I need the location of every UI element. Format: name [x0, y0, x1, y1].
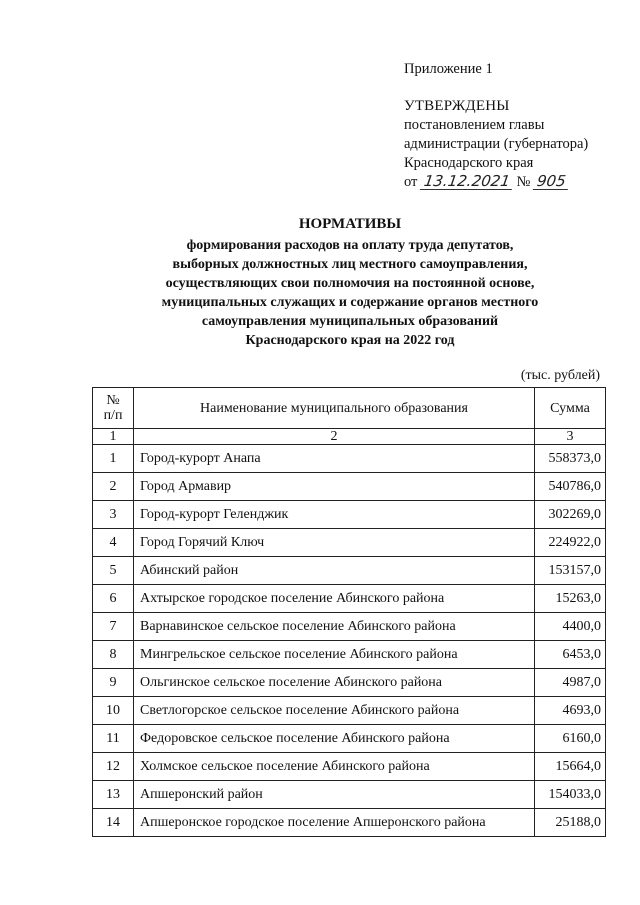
row-number: 11: [93, 725, 134, 753]
title-line: муниципальных служащих и содержание органов местного: [161, 295, 539, 310]
row-name: Холмское сельское поселение Абинского района: [134, 753, 535, 781]
title-main: НОРМАТИВЫ: [298, 216, 402, 232]
row-name: Город-курорт Геленджик: [134, 501, 535, 529]
row-name: Абинский район: [134, 557, 535, 585]
date-prefix: от: [404, 174, 418, 190]
column-index: 2: [134, 429, 535, 445]
handwritten-number: 905: [533, 173, 570, 190]
header-number-abbrev: п/п: [103, 408, 123, 423]
row-number: 6: [93, 585, 134, 613]
approval-block: [404, 60, 634, 192]
table-row: [93, 501, 606, 529]
table-body: [93, 445, 606, 837]
row-number: 1: [93, 445, 134, 473]
title-line: выборных должностных лиц местного самоуправления,: [172, 257, 528, 272]
row-number: 3: [93, 501, 134, 529]
header-number-symbol: №: [106, 393, 120, 408]
row-sum: 540786,0: [535, 473, 606, 501]
approval-line-3: Краснодарского края: [404, 155, 534, 171]
row-number: 13: [93, 781, 134, 809]
row-name: Ахтырское городское поселение Абинского района: [134, 585, 535, 613]
row-name: Город Армавир: [134, 473, 535, 501]
table-row: [93, 669, 606, 697]
row-number: 10: [93, 697, 134, 725]
table-row: [93, 697, 606, 725]
row-sum: 15664,0: [535, 753, 606, 781]
row-number: 8: [93, 641, 134, 669]
table-header-row: [93, 388, 606, 429]
table-row: [93, 445, 606, 473]
unit-label: (тыс. рублей): [520, 368, 600, 383]
row-number: 4: [93, 529, 134, 557]
approval-line-2: администрации (губернатора): [404, 136, 589, 152]
row-name: Светлогорское сельское поселение Абинского района: [134, 697, 535, 725]
row-name: Варнавинское сельское поселение Абинского района: [134, 613, 535, 641]
row-number: 7: [93, 613, 134, 641]
table-row: [93, 753, 606, 781]
table-row: [93, 725, 606, 753]
row-name: Город Горячий Ключ: [134, 529, 535, 557]
row-sum: 302269,0: [535, 501, 606, 529]
title-line: самоуправления муниципальных образований: [201, 314, 499, 329]
row-sum: 4400,0: [535, 613, 606, 641]
row-sum: 6453,0: [535, 641, 606, 669]
table-row: [93, 557, 606, 585]
header-sum: Сумма: [535, 388, 606, 429]
table-row: [93, 809, 606, 837]
row-sum: 4693,0: [535, 697, 606, 725]
approval-dateline: [404, 173, 634, 192]
column-index: 3: [535, 429, 606, 445]
table-row: [93, 585, 606, 613]
appendix-label: Приложение 1: [404, 61, 493, 77]
table-row: [93, 613, 606, 641]
table-row: [93, 473, 606, 501]
table-row: [93, 529, 606, 557]
title-line: Краснодарского края на 2022 год: [245, 333, 455, 348]
row-name: Апшеронский район: [134, 781, 535, 809]
header-number: [93, 388, 134, 429]
row-sum: 4987,0: [535, 669, 606, 697]
title-line: формирования расходов на оплату труда депутатов,: [186, 238, 514, 253]
row-sum: 6160,0: [535, 725, 606, 753]
norms-table: [92, 387, 606, 837]
row-name: Федоровское сельское поселение Абинского района: [134, 725, 535, 753]
row-number: 9: [93, 669, 134, 697]
approved-label: УТВЕРЖДЕНЫ: [404, 98, 510, 114]
row-sum: 15263,0: [535, 585, 606, 613]
row-number: 12: [93, 753, 134, 781]
row-name: Город-курорт Анапа: [134, 445, 535, 473]
row-number: 5: [93, 557, 134, 585]
column-index: 1: [93, 429, 134, 445]
column-index-row: [93, 429, 606, 445]
row-name: Ольгинское сельское поселение Абинского района: [134, 669, 535, 697]
table-row: [93, 641, 606, 669]
document-title: [60, 215, 640, 350]
row-name: Мингрельское сельское поселение Абинского района: [134, 641, 535, 669]
row-sum: 224922,0: [535, 529, 606, 557]
number-prefix: №: [516, 174, 531, 190]
approval-line-1: постановлением главы: [404, 117, 545, 133]
header-name: Наименование муниципального образования: [134, 388, 535, 429]
row-sum: 25188,0: [535, 809, 606, 837]
row-number: 14: [93, 809, 134, 837]
row-sum: 558373,0: [535, 445, 606, 473]
row-sum: 154033,0: [535, 781, 606, 809]
title-line: осуществляющих свои полномочия на постоянной основе,: [165, 276, 535, 291]
row-name: Апшеронское городское поселение Апшеронского района: [134, 809, 535, 837]
row-number: 2: [93, 473, 134, 501]
table-row: [93, 781, 606, 809]
handwritten-date: 13.12.2021: [420, 173, 514, 190]
row-sum: 153157,0: [535, 557, 606, 585]
